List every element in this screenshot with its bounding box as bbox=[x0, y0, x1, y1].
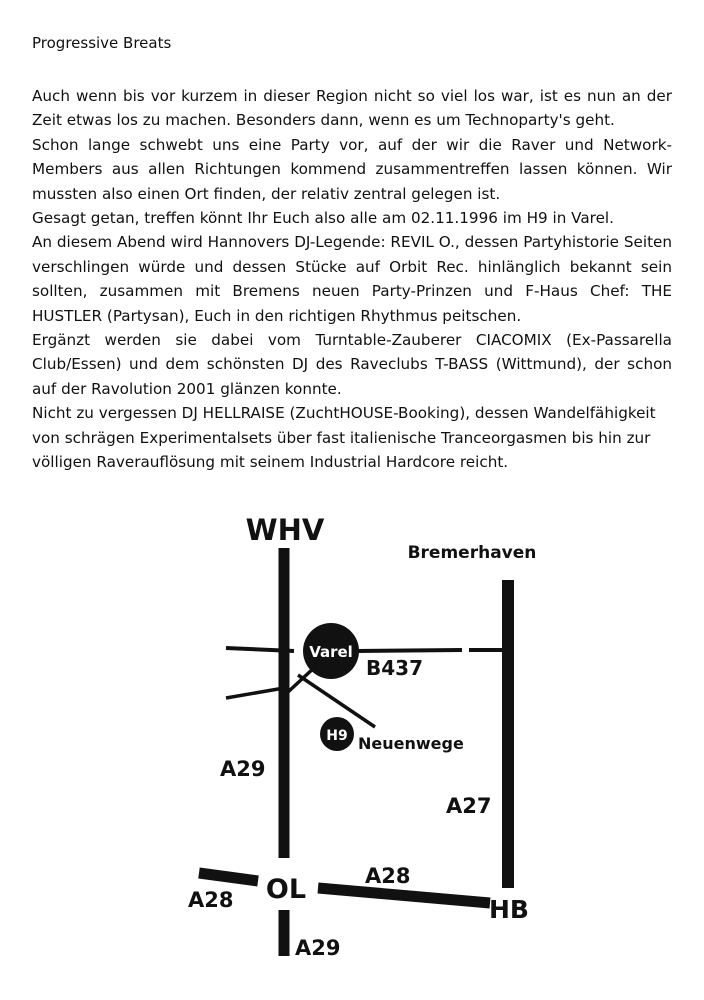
bremerhaven-label: Bremerhaven bbox=[407, 543, 537, 563]
a27-label: A27 bbox=[446, 794, 492, 818]
paragraph-2: Schon lange schwebt uns eine Party vor, auf der wir die Raver und Network-Members aus allen Richtungen kommend zusammentreffen lassen können. Wir mussten also einen Ort finden, der relativ zentral gelegen ist. bbox=[32, 135, 672, 203]
a28-label-west: A28 bbox=[188, 888, 234, 912]
paragraph-1: Auch wenn bis vor kurzem in dieser Region nicht so viel los war, ist es nun an der Zeit etwas los zu machen. Besonders dann, wenn es um Technoparty's geht. bbox=[32, 87, 672, 130]
a28-road-west bbox=[199, 873, 258, 881]
b437-label: B437 bbox=[366, 656, 423, 680]
a29-label-north: A29 bbox=[220, 757, 266, 781]
h9-label: H9 bbox=[326, 728, 348, 744]
paragraph-5: Ergänzt werden sie dabei vom Turntable-Zauberer CIACOMIX (Ex-Passarella Club/Essen) und dem schönsten DJ des Raveclubs T-BASS (Wittmund), der schon auf der Ravolution 2001 glänzen konnte. bbox=[32, 331, 672, 398]
a29-label-south: A29 bbox=[295, 936, 341, 960]
side-road-west bbox=[226, 688, 284, 698]
paragraph-3: Gesagt getan, treffen könnt Ihr Euch also alle am 02.11.1996 im H9 in Varel. bbox=[32, 209, 614, 228]
whv-label: WHV bbox=[245, 513, 325, 547]
paragraph-6: Nicht zu vergessen DJ HELLRAISE (ZuchtHOUSE-Booking), dessen Wandelfähigkeit von schrägen Experimentalsets über fast italienische Tranceorgasmen bis hin zur völligen Raverauflösung mit seinem Industrial Hardcore reicht. bbox=[32, 404, 656, 472]
b437-road bbox=[356, 650, 462, 651]
varel-label: Varel bbox=[309, 643, 353, 661]
a28-road-east bbox=[318, 888, 490, 903]
neuenwege-label: Neuenwege bbox=[358, 734, 464, 753]
ol-label: OL bbox=[265, 874, 307, 905]
page-heading: Progressive Breats bbox=[32, 34, 172, 52]
paragraph-4: An diesem Abend wird Hannovers DJ-Legende: REVIL O., dessen Partyhistorie Seiten verschlingen würde und dessen Stücke auf Orbit Rec. hinlänglich bekannt sein sollten, zusammen mit Bremens neuen Party-Prinzen und F-Haus Chef: THE HUSTLER (Partysan), Euch in den richtigen Rhythmus peitschen. bbox=[32, 233, 672, 325]
hb-label: HB bbox=[489, 895, 529, 924]
a28-label-east: A28 bbox=[365, 864, 411, 888]
